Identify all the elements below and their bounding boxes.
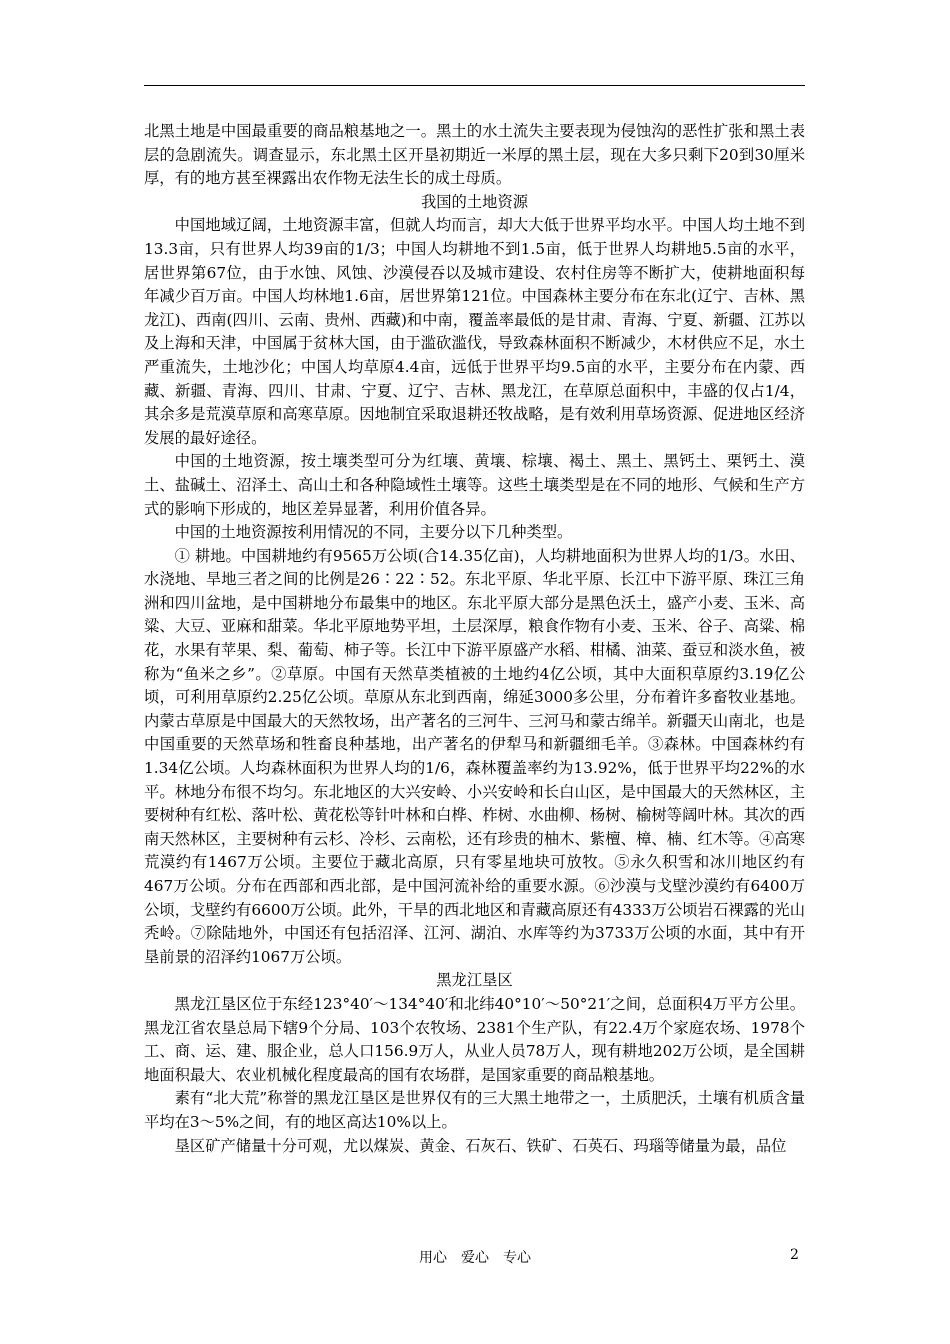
page-number: 2 [790, 1247, 799, 1263]
paragraph: 中国的土地资源按利用情况的不同，主要分以下几种类型。 [174, 523, 573, 542]
paragraph: 北黑土地是中国最重要的商品粮基地之一。黑土的水土流失主要表现为侵蚀沟的恶性扩张和黑土表层的急剧流失。调查显示，东北黑土区开垦初期近一米厚的黑土层，现在大多只剩下20到30厘米厚，有的地方甚至裸露出农作物无法生长的成土母质。 [144, 122, 805, 188]
section-heading-land-resources: 我国的土地资源 [420, 192, 529, 211]
paragraph: 中国地域辽阔，土地资源丰富，但就人均而言，却大大低于世界平均水平。中国人均土地不到13.3亩，只有世界人均39亩的1/3；中国人均耕地不到1.5亩，低于世界人均耕地5.5亩的水平，居世界第67位，由于水蚀、风蚀、沙漠侵吞以及城市建设、农村住房等不断扩大，使耕地面积每年减少百万亩。中国人均林地1.6亩，居世界第121位。中国森林主要分布在东北(辽宁、吉林、黑龙江)、西南(四川、云南、贵州、西藏)和中南，覆盖率最低的是甘肃、青海、宁夏、新疆、江苏以及上海和天津，中国属于贫林大国，由于滥砍滥伐，导致森林面积不断减少，木材供应不足，水土严重流失，土地沙化；中国人均草原4.4亩，远低于世界平均9.5亩的水平，主要分布在内蒙、西藏、新疆、青海、四川、甘肃、宁夏、辽宁、吉林、黑龙江，在草原总面积中，丰盛的仅占1/4，其余多是荒漠草原和高寒草原。因地制宜采取退耕还牧战略，是有效利用草场资源、促进地区经济发展的最好途径。 [144, 216, 805, 447]
paragraph: 垦区矿产储量十分可观，尤以煤炭、黄金、石灰石、铁矿、石英石、玛瑙等储量为最，品位 [174, 1136, 787, 1155]
paragraph: 素有“北大荒”称誉的黑龙江垦区是世界仅有的三大黑土地带之一，土质肥沃，土壤有机质含量平均在3～5%之间，有的地区高达10%以上。 [144, 1089, 805, 1131]
paragraph: 黑龙江垦区位于东经123°40′～134°40′和北纬40°10′～50°21′之间，总面积4万平方公里。黑龙江省农垦总局下辖9个分局、103个农牧场、2381个生产队，有22.4万个家庭农场、1978个工、商、运、建、服企业，总人口156.9万人，从业人员78万人，现有耕地202万公顷，是全国耕地面积最大、农业机械化程度最高的国有农场群，是国家重要的商品粮基地。 [144, 994, 805, 1084]
section-heading-heilongjiang: 黑龙江垦区 [436, 971, 513, 990]
document-body [144, 120, 805, 1158]
paragraph: 中国的土地资源，按土壤类型可分为红壤、黄壤、棕壤、褐土、黑土、黑钙土、栗钙土、漠土、盐碱土、沼泽土、高山土和各种隐域性土壤等。这些土壤类型是在不同的地形、气候和生产方式的影响下形成的，地区差异显著，利用价值各异。 [144, 452, 805, 518]
header-rule [144, 85, 805, 86]
footer-motto: 用心 爱心 专心 [419, 1250, 531, 1266]
paragraph: ① 耕地。中国耕地约有9565万公顷(合14.35亿亩)，人均耕地面积为世界人均的1/3。水田、水浇地、旱地三者之间的比例是26∶22∶52。东北平原、华北平原、长江中下游平原、珠江三角洲和四川盆地，是中国耕地分布最集中的地区。东北平原大部分是黑色沃土，盛产小麦、玉米、高粱、大豆、亚麻和甜菜。华北平原地势平坦，土层深厚，粮食作物有小麦、玉米、谷子、高粱、棉花，水果有苹果、梨、葡萄、柿子等。长江中下游平原盛产水稻、柑橘、油菜、蚕豆和淡水鱼，被称为“鱼米之乡”。②草原。中国有天然草类植被的土地约4亿公顷，其中大面积草原约3.19亿公顷，可利用草原约2.25亿公顷。草原从东北到西南，绵延3000多公里，分布着许多畜牧业基地。内蒙古草原是中国最大的天然牧场，出产著名的三河牛、三河马和蒙古绵羊。新疆天山南北，也是中国重要的天然草场和牲畜良种基地，出产著名的伊犁马和新疆细毛羊。③森林。中国森林约有1.34亿公顷。人均森林面积为世界人均的1/6，森林覆盖率约为13.92%，低于世界平均22%的水平。林地分布很不均匀。东北地区的大兴安岭、小兴安岭和长白山区，是中国最大的天然林区，主要树种有红松、落叶松、黄花松等针叶林和白桦、柞树、水曲柳、杨树、榆树等阔叶林。其次的西南天然林区，主要树种有云杉、冷杉、云南松，还有珍贵的柚木、紫檀、樟、楠、红木等。④高寒荒漠约有1467万公顷。主要位于藏北高原，只有零星地块可放牧。⑤永久积雪和冰川地区约有467万公顷。分布在西部和西北部，是中国河流补给的重要水源。⑥沙漠与戈壁沙漠约有6400万公顷，戈壁约有6600万公顷。此外，干旱的西北地区和青藏高原还有4333万公顷岩石裸露的光山秃岭。⑦除陆地外，中国还有包括沼泽、江河、湖泊、水库等约为3733万公顷的水面，其中有开垦前景的沼泽约1067万公顷。 [144, 546, 805, 966]
